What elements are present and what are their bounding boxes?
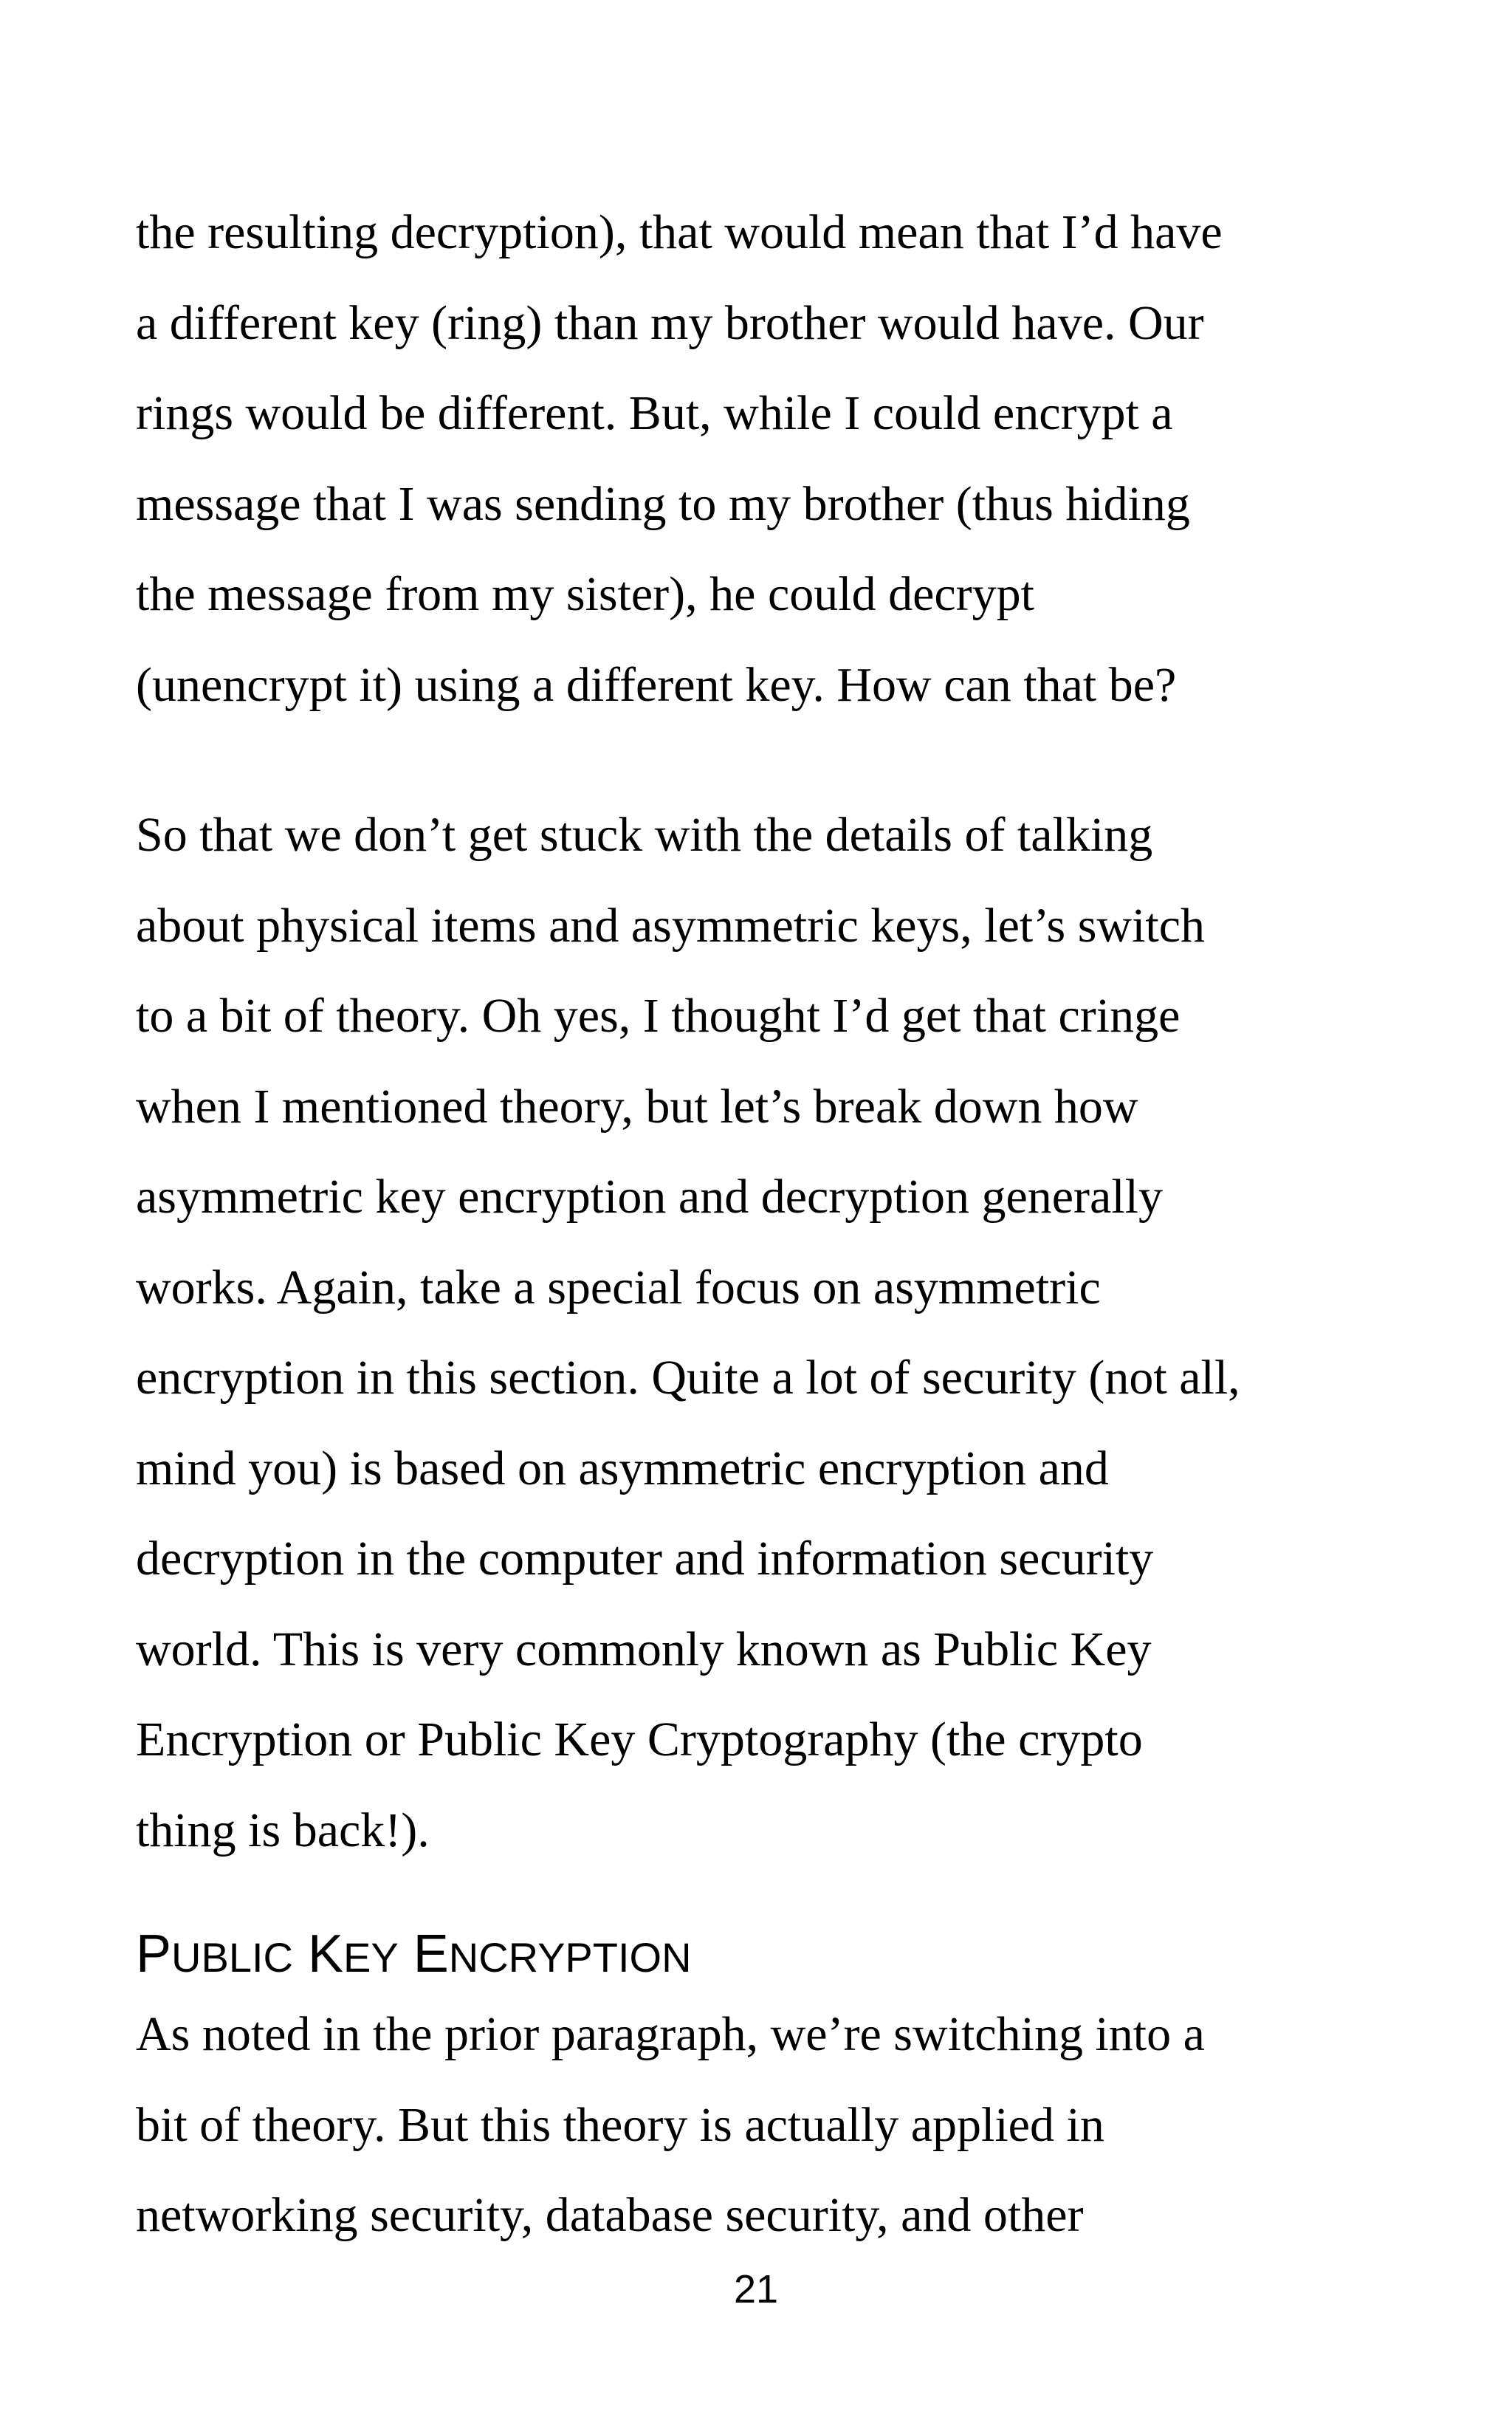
heading-rest: NCRYPTION (448, 1934, 692, 1981)
heading-word (413, 1924, 692, 1984)
heading-rest: EY (343, 1934, 399, 1981)
text-line: encryption in this section. Quite a lot of security (not all, (136, 1351, 1240, 1405)
text-line: decryption in the computer and information security (136, 1532, 1154, 1586)
text-line: message that I was sending to my brother (thus hiding (136, 476, 1190, 531)
text-line: works. Again, take a special focus on asymmetric (136, 1260, 1101, 1314)
page-number: 21 (733, 2267, 779, 2311)
heading-rest: UBLIC (171, 1934, 293, 1981)
heading-initial: P (136, 1924, 172, 1984)
text-line: So that we don’t get stuck with the details of talking (136, 808, 1153, 862)
paragraph-public-key-intro (136, 1989, 1376, 2261)
text-line: a different key (ring) than my brother would have. Our (136, 295, 1204, 350)
paragraph-asymmetric-theory (136, 790, 1376, 1876)
paragraph-decryption-keys (136, 188, 1376, 730)
text-line: about physical items and asymmetric keys, let’s switch (136, 898, 1206, 953)
text-line: to a bit of theory. Oh yes, I thought I’d get that cringe (136, 989, 1181, 1043)
text-line: world. This is very commonly known as Public Key (136, 1622, 1152, 1676)
text-line: (unencrypt it) using a different key. How can that be? (136, 657, 1177, 712)
text-line: when I mentioned theory, but let’s break down how (136, 1079, 1138, 1134)
text-line: networking security, database security, and other (136, 2188, 1084, 2242)
heading-initial: E (413, 1924, 449, 1984)
section-heading (136, 1919, 692, 1993)
text-line: mind you) is based on asymmetric encryption and (136, 1441, 1109, 1495)
text-line: the resulting decryption), that would mean that I’d have (136, 205, 1223, 259)
text-line: thing is back!). (136, 1803, 430, 1857)
heading-word (136, 1924, 293, 1984)
text-line: As noted in the prior paragraph, we’re switching into a (136, 2007, 1205, 2061)
text-line: the message from my sister), he could decrypt (136, 567, 1034, 621)
text-line: rings would be different. But, while I could encrypt a (136, 386, 1173, 440)
text-line: Encryption or Public Key Cryptography (the crypto (136, 1713, 1143, 1766)
heading-word (308, 1924, 399, 1984)
text-line: bit of theory. But this theory is actually applied in (136, 2097, 1104, 2152)
heading-initial: K (307, 1924, 344, 1984)
text-line: asymmetric key encryption and decryption generally (136, 1170, 1163, 1224)
